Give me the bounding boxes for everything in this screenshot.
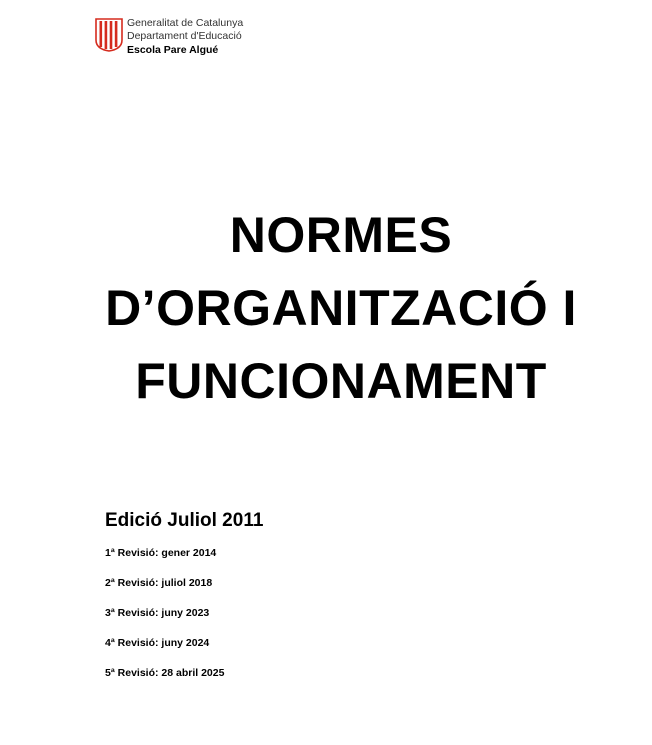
title-line-3: FUNCIONAMENT [135, 353, 547, 409]
revision-item: 3ª Revisió: juny 2023 [105, 607, 210, 619]
revision-item: 2ª Revisió: juliol 2018 [105, 577, 213, 589]
document-title [40, 199, 642, 418]
title-line-1: NORMES [229, 207, 453, 263]
org-name: Generalitat de Catalunya [127, 17, 244, 29]
letterhead [95, 17, 243, 57]
revision-item: 1ª Revisió: gener 2014 [105, 547, 217, 559]
edition-label: Edició Juliol 2011 [105, 510, 264, 531]
revision-list [105, 546, 224, 696]
title-line-2: D’ORGANITZACIÓ I [105, 280, 577, 336]
generalitat-flag-icon [95, 18, 123, 52]
department-name: Departament d'Educació [127, 30, 242, 42]
letterhead-text [127, 17, 243, 57]
school-name: Escola Pare Algué [127, 44, 219, 56]
revision-item: 4ª Revisió: juny 2024 [105, 637, 210, 649]
revision-item: 5ª Revisió: 28 abril 2025 [105, 667, 225, 679]
